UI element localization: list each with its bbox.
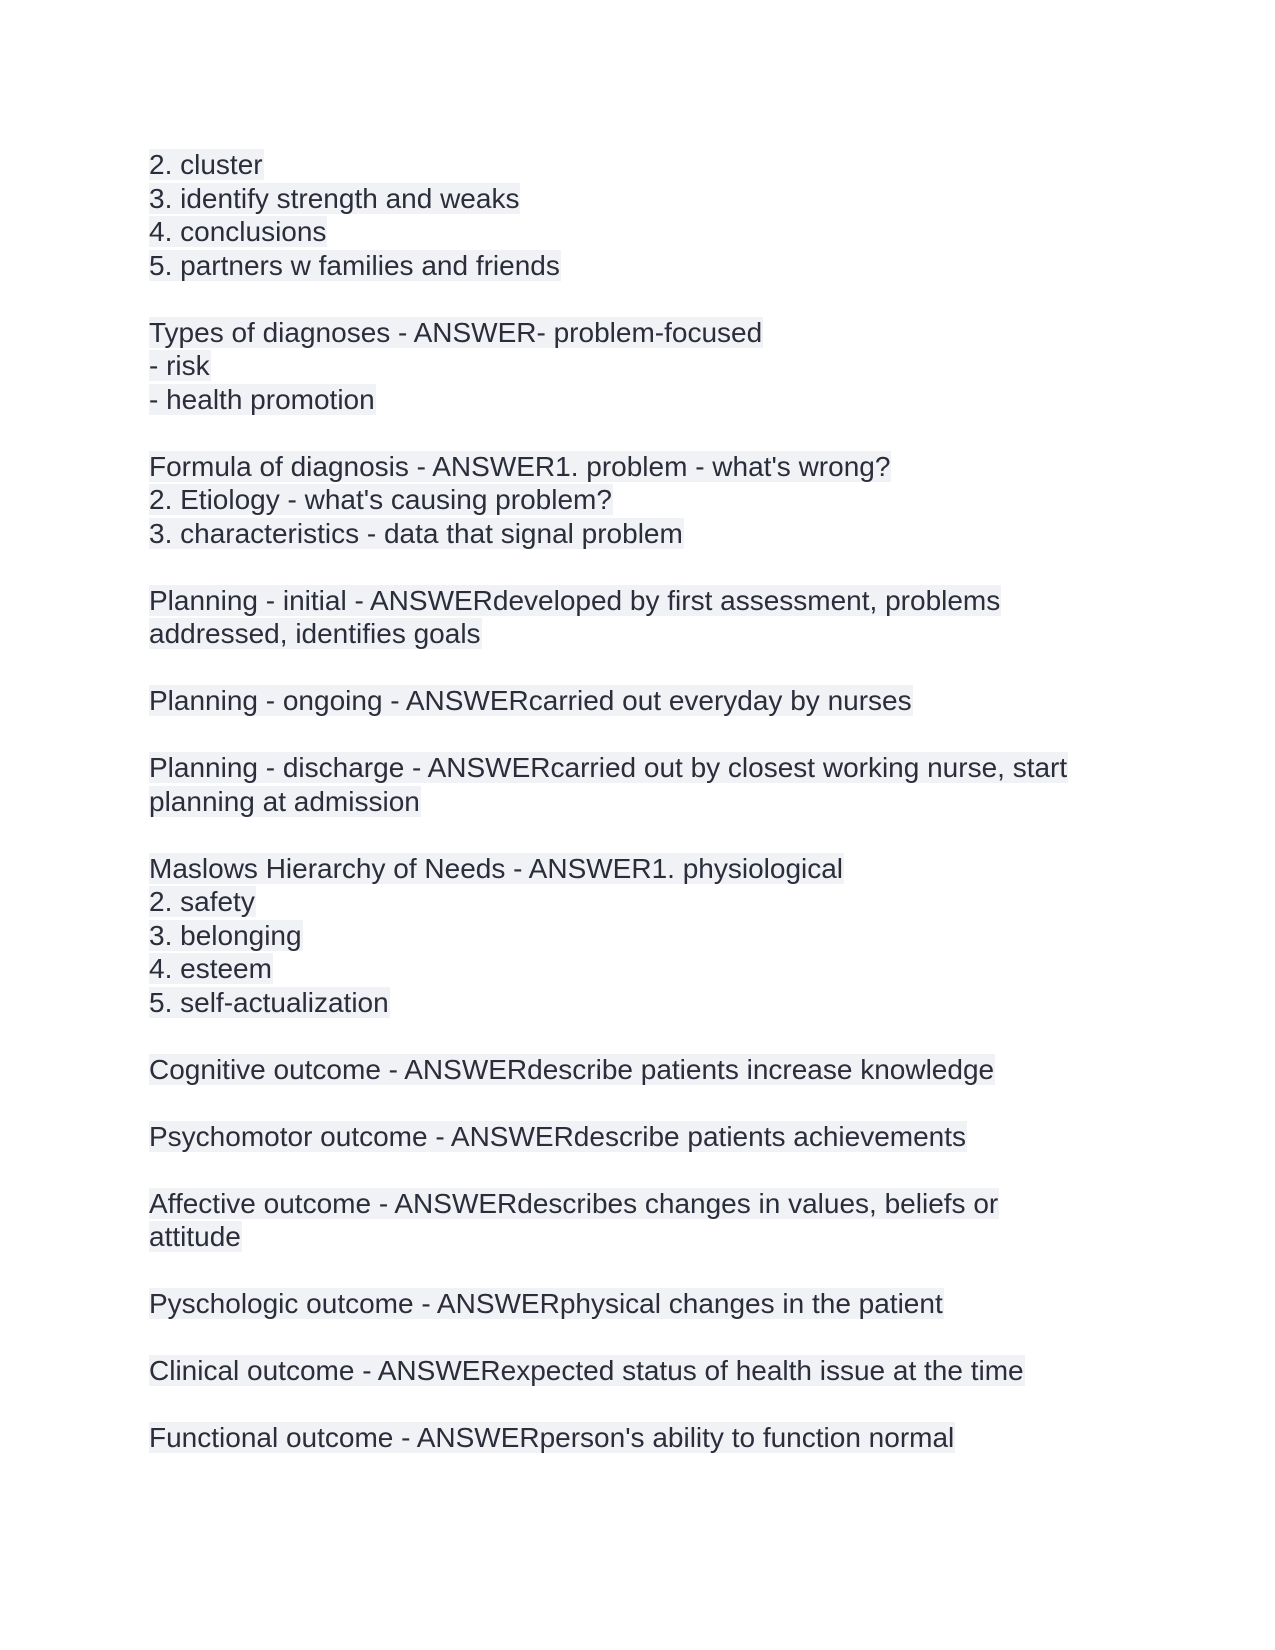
text-line-content: 3. identify strength and weaks bbox=[149, 182, 520, 214]
text-line bbox=[149, 349, 1149, 383]
qa-block-affective-outcome bbox=[149, 1187, 1149, 1254]
text-line bbox=[149, 450, 1149, 484]
text-line-content: Functional outcome - ANSWERperson's ability to function normal bbox=[149, 1422, 955, 1453]
qa-block-planning-ongoing bbox=[149, 684, 1149, 718]
text-line bbox=[149, 617, 1149, 651]
text-line bbox=[149, 1053, 1149, 1087]
text-line-content: Planning - initial - ANSWERdeveloped by first assessment, problems bbox=[149, 584, 1001, 616]
qa-block-psychomotor-outcome bbox=[149, 1120, 1149, 1154]
qa-block-maslows-hierarchy bbox=[149, 852, 1149, 1020]
text-line-content: Pyschologic outcome - ANSWERphysical changes in the patient bbox=[149, 1288, 943, 1319]
text-line-content: 5. self-actualization bbox=[149, 986, 389, 1018]
text-line bbox=[149, 1421, 1149, 1455]
text-line-content: Clinical outcome - ANSWERexpected status of health issue at the time bbox=[149, 1355, 1024, 1386]
text-line bbox=[149, 383, 1149, 417]
text-line bbox=[149, 1187, 1149, 1221]
text-line-content: 2. cluster bbox=[149, 149, 263, 180]
text-line bbox=[149, 584, 1149, 618]
text-line-content: 2. safety bbox=[149, 886, 255, 917]
text-line bbox=[149, 249, 1149, 283]
text-line bbox=[149, 785, 1149, 819]
text-line bbox=[149, 986, 1149, 1020]
text-line bbox=[149, 919, 1149, 953]
text-line bbox=[149, 316, 1149, 350]
text-line-content: attitude bbox=[149, 1221, 241, 1252]
text-line bbox=[149, 483, 1149, 517]
qa-block-planning-discharge bbox=[149, 751, 1149, 818]
text-line-content: 3. characteristics - data that signal problem bbox=[149, 517, 683, 549]
text-line bbox=[149, 215, 1149, 249]
qa-block-functional-outcome bbox=[149, 1421, 1149, 1455]
text-line bbox=[149, 952, 1149, 986]
qa-block-cognitive-outcome bbox=[149, 1053, 1149, 1087]
text-line bbox=[149, 885, 1149, 919]
text-line bbox=[149, 1287, 1149, 1321]
text-line-content: Types of diagnoses - ANSWER- problem-focused bbox=[149, 316, 763, 348]
text-line-content: Formula of diagnosis - ANSWER1. problem - what's wrong? bbox=[149, 450, 891, 482]
text-line-content: Affective outcome - ANSWERdescribes changes in values, beliefs or bbox=[149, 1187, 999, 1219]
text-line-content: Planning - discharge - ANSWERcarried out by closest working nurse, start bbox=[149, 752, 1068, 783]
qa-block-clinical-outcome bbox=[149, 1354, 1149, 1388]
text-line-content: addressed, identifies goals bbox=[149, 618, 481, 649]
text-line-content: planning at admission bbox=[149, 785, 420, 817]
text-line bbox=[149, 1120, 1149, 1154]
qa-block-types-of-diagnoses bbox=[149, 316, 1149, 417]
text-line bbox=[149, 1220, 1149, 1254]
qa-block-pyschologic-outcome bbox=[149, 1287, 1149, 1321]
text-line-content: 5. partners w families and friends bbox=[149, 249, 560, 281]
text-line bbox=[149, 182, 1149, 216]
qa-block-continued-list bbox=[149, 148, 1149, 282]
text-line bbox=[149, 1354, 1149, 1388]
text-line-content: Cognitive outcome - ANSWERdescribe patients increase knowledge bbox=[149, 1053, 995, 1085]
text-line bbox=[149, 517, 1149, 551]
text-line bbox=[149, 751, 1149, 785]
text-line-content: 4. esteem bbox=[149, 953, 272, 984]
text-line-content: Psychomotor outcome - ANSWERdescribe patients achievements bbox=[149, 1120, 967, 1152]
text-line-content: Planning - ongoing - ANSWERcarried out everyday by nurses bbox=[149, 685, 912, 716]
text-line-content: 3. belonging bbox=[149, 919, 302, 951]
qa-block-planning-initial bbox=[149, 584, 1149, 651]
qa-block-formula-of-diagnosis bbox=[149, 450, 1149, 551]
text-line-content: 2. Etiology - what's causing problem? bbox=[149, 484, 612, 515]
text-line bbox=[149, 852, 1149, 886]
text-line bbox=[149, 684, 1149, 718]
text-line-content: - health promotion bbox=[149, 383, 375, 415]
text-line-content: - risk bbox=[149, 350, 210, 381]
document-content bbox=[149, 148, 1149, 1488]
text-line-content: Maslows Hierarchy of Needs - ANSWER1. physiological bbox=[149, 852, 844, 884]
text-line-content: 4. conclusions bbox=[149, 216, 327, 247]
text-line bbox=[149, 148, 1149, 182]
